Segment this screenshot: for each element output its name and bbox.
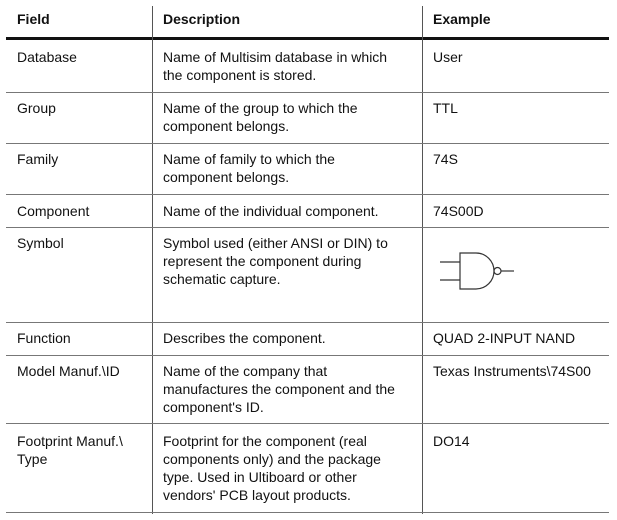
cell-example: User bbox=[433, 49, 463, 65]
nand-gate-icon bbox=[440, 251, 520, 291]
cell-field: Group bbox=[17, 100, 56, 116]
cell-description: Describes the component. bbox=[163, 330, 326, 346]
row-divider bbox=[6, 355, 609, 356]
cell-description: Name of the individual component. bbox=[163, 203, 379, 219]
row-divider bbox=[6, 423, 609, 424]
cell-field: Footprint Manuf.\ Type bbox=[17, 433, 123, 467]
cell-description: Symbol used (either ANSI or DIN) to represent the component during schematic capture. bbox=[163, 235, 388, 287]
cell-example: Texas Instruments\74S00 bbox=[433, 363, 591, 379]
cell-example: DO14 bbox=[433, 433, 470, 449]
row-divider bbox=[6, 227, 609, 228]
cell-description: Name of the group to which the component belongs. bbox=[163, 100, 358, 134]
cell-field: Symbol bbox=[17, 235, 64, 251]
cell-field: Database bbox=[17, 49, 77, 65]
row-divider bbox=[6, 194, 609, 195]
cell-example: QUAD 2-INPUT NAND bbox=[433, 330, 576, 346]
cell-field: Family bbox=[17, 151, 59, 167]
cell-description: Name of Multisim database in which the component is stored. bbox=[163, 49, 388, 83]
row-divider bbox=[6, 143, 609, 144]
cell-example: 74S bbox=[433, 151, 458, 167]
row-divider bbox=[6, 92, 609, 93]
cell-description: Name of the company that manufactures the component and the component's ID. bbox=[163, 363, 395, 415]
row-divider bbox=[6, 322, 609, 323]
cell-description: Footprint for the component (real components only) and the package type. Used in Ultiboard or other vendors' PCB layout products. bbox=[163, 433, 381, 503]
column-divider bbox=[152, 6, 153, 514]
cell-field: Component bbox=[17, 203, 90, 219]
cell-example: 74S00D bbox=[433, 203, 484, 219]
header-field: Field bbox=[17, 11, 50, 27]
table-header bbox=[0, 0, 609, 38]
cell-description: Name of family to which the component belongs. bbox=[163, 151, 335, 185]
cell-field: Function bbox=[17, 330, 71, 346]
cell-field: Model Manuf.\ID bbox=[17, 363, 120, 379]
cell-example: TTL bbox=[433, 100, 458, 116]
row-divider bbox=[6, 512, 609, 513]
header-example: Example bbox=[433, 11, 491, 27]
header-description: Description bbox=[163, 11, 241, 27]
header-rule bbox=[6, 37, 609, 40]
